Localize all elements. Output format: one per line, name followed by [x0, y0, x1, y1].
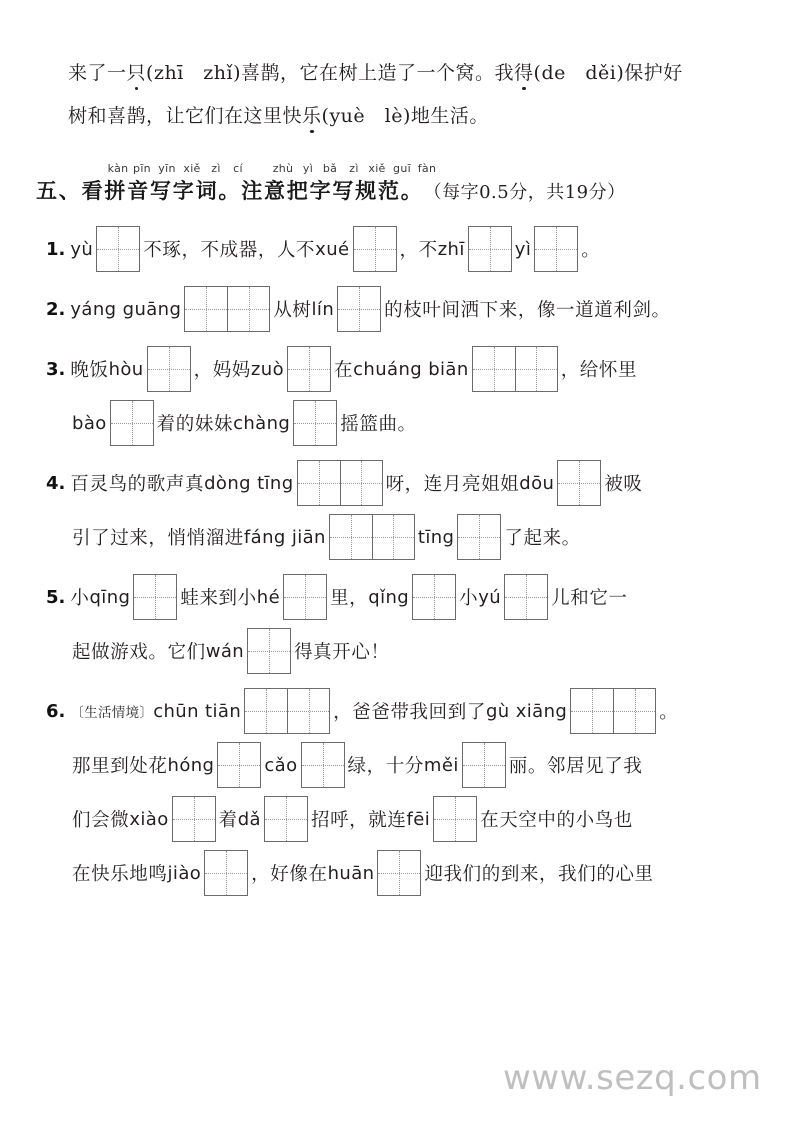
- character-answer-cell[interactable]: [218, 743, 260, 787]
- question-chinese-text: 着的妹妹: [156, 414, 234, 435]
- character-answer-cell[interactable]: [340, 461, 382, 505]
- question-chinese-text: 。: [659, 702, 679, 723]
- question-chinese-text: 迎我们的到来，我们的心里: [424, 864, 654, 885]
- character-answer-cell[interactable]: [613, 689, 655, 733]
- character-answer-cell[interactable]: [571, 689, 613, 733]
- question-pinyin-prompt: hòu: [108, 358, 144, 380]
- section-number: 五、: [36, 178, 82, 203]
- answer-box-group[interactable]: [504, 574, 548, 620]
- answer-box-group[interactable]: [457, 514, 501, 560]
- answer-box-group[interactable]: [96, 226, 140, 272]
- question-pinyin-prompt: fēi: [406, 808, 431, 830]
- character-answer-cell[interactable]: [245, 689, 287, 733]
- question-pinyin-prompt: tīng: [417, 526, 455, 548]
- question-pinyin-prompt: chūn tiān: [153, 700, 242, 722]
- question-line: [46, 570, 766, 624]
- question-pinyin-prompt: huān: [327, 862, 375, 884]
- character-answer-cell[interactable]: [284, 575, 326, 619]
- character-answer-cell[interactable]: [205, 851, 247, 895]
- character-answer-cell[interactable]: [97, 227, 139, 271]
- question-pinyin-prompt: zhī: [437, 238, 465, 260]
- question-chinese-text: 在: [334, 360, 354, 381]
- character-answer-cell[interactable]: [515, 347, 557, 391]
- question-pinyin-prompt: gù xiāng: [485, 700, 568, 722]
- question-chinese-text: 们会微: [72, 810, 130, 831]
- reading-passage: [68, 57, 740, 143]
- section-pinyin-syllable: xiě: [368, 162, 386, 175]
- character-answer-cell[interactable]: [469, 227, 511, 271]
- question-item: [46, 570, 766, 678]
- question-pinyin-prompt: bào: [72, 412, 107, 434]
- question-item: [46, 282, 766, 336]
- question-chinese-text: 在快乐地鸣: [72, 864, 168, 885]
- question-chinese-text: 被吸: [604, 474, 643, 495]
- section-pinyin-syllable: fàn: [417, 162, 437, 175]
- question-line: [46, 510, 766, 564]
- character-answer-cell[interactable]: [265, 797, 307, 841]
- question-item: [46, 222, 766, 276]
- question-chinese-text: 。: [581, 240, 601, 261]
- question-line: [46, 396, 766, 450]
- question-line: [46, 282, 766, 336]
- character-answer-cell[interactable]: [338, 287, 380, 331]
- passage-text: (yuè lè)地生活。: [321, 105, 489, 127]
- section-heading: [36, 160, 766, 205]
- section-pinyin-syllable: yīn: [158, 162, 176, 175]
- character-answer-cell[interactable]: [294, 401, 336, 445]
- question-pinyin-prompt: měi: [423, 754, 459, 776]
- section-pinyin-syllable: xiě: [183, 162, 201, 175]
- section-pinyin-syllable: guī: [393, 162, 411, 175]
- answer-box-group[interactable]: [133, 574, 177, 620]
- answer-box-group[interactable]: [297, 460, 383, 506]
- question-chinese-text: ，爸爸带我回到了: [333, 702, 486, 723]
- question-pinyin-prompt: yú: [478, 586, 502, 608]
- question-item: [46, 342, 766, 450]
- question-number: 1.: [46, 238, 66, 260]
- question-chinese-text: 得真开心！: [294, 642, 390, 663]
- question-pinyin-prompt: chuáng biān: [353, 358, 469, 380]
- passage-line: [68, 100, 740, 126]
- question-chinese-text: 蛙来到小: [180, 588, 257, 609]
- question-chinese-text: ，给怀里: [560, 360, 638, 381]
- answer-box-group[interactable]: [204, 850, 248, 896]
- emphasis-dotted-character: 乐: [302, 105, 322, 127]
- question-chinese-text: ，好像在: [251, 864, 328, 885]
- question-pinyin-prompt: zuò: [250, 358, 284, 380]
- character-answer-cell[interactable]: [463, 743, 505, 787]
- question-line: [46, 792, 766, 846]
- question-chinese-text: 百灵鸟的歌声真: [70, 474, 205, 495]
- answer-box-group[interactable]: [337, 286, 381, 332]
- question-pinyin-prompt: xiào: [129, 808, 169, 830]
- answer-box-group[interactable]: [433, 796, 477, 842]
- question-chinese-text: 招呼，就连: [310, 810, 407, 831]
- section-pinyin-syllable: zhù: [272, 162, 294, 175]
- question-chinese-text: 在天空中的小鸟也: [480, 810, 633, 831]
- character-answer-cell[interactable]: [535, 227, 577, 271]
- question-number: 2.: [46, 298, 66, 320]
- answer-box-group[interactable]: [329, 514, 415, 560]
- question-pinyin-prompt: yì: [514, 238, 532, 260]
- answer-box-group[interactable]: [184, 286, 270, 332]
- character-answer-cell[interactable]: [248, 629, 290, 673]
- question-pinyin-prompt: yáng guāng: [70, 298, 182, 320]
- answer-box-group[interactable]: [412, 574, 456, 620]
- character-answer-cell[interactable]: [434, 797, 476, 841]
- question-line: [46, 846, 766, 900]
- character-answer-cell[interactable]: [173, 797, 215, 841]
- question-chinese-text: 不琢，不成器，人不: [143, 240, 316, 261]
- question-pinyin-prompt: hé: [256, 586, 281, 608]
- question-pinyin-prompt: dōu: [519, 472, 555, 494]
- question-list: [46, 222, 766, 906]
- answer-box-group[interactable]: [462, 742, 506, 788]
- emphasis-dotted-character: 只: [126, 62, 147, 84]
- question-pinyin-prompt: hóng: [167, 754, 215, 776]
- question-chinese-text: 引了过来，悄悄溜进: [72, 528, 244, 549]
- section-score: （每字0.5分，共19分）: [423, 182, 626, 203]
- question-line: [46, 342, 766, 396]
- question-pinyin-prompt: dòng tīng: [204, 472, 294, 494]
- question-number: 5.: [46, 586, 66, 608]
- answer-box-group[interactable]: [172, 796, 216, 842]
- question-pinyin-prompt: xué: [315, 238, 350, 260]
- section-pinyin-syllable: yì: [302, 162, 314, 175]
- passage-text: (de děi)保护好: [533, 62, 683, 84]
- question-chinese-text: 起做游戏。它们: [72, 642, 206, 663]
- question-chinese-text: 绿，十分: [347, 756, 424, 777]
- character-answer-cell[interactable]: [227, 287, 269, 331]
- question-item: [46, 684, 766, 900]
- question-chinese-text: 的枝叶间洒下来，像一道道利剑。: [384, 300, 671, 321]
- section-pinyin-syllable: cí: [233, 162, 243, 175]
- question-chinese-text: 儿和它一: [551, 588, 628, 609]
- question-pinyin-prompt: fáng jiān: [243, 526, 326, 548]
- answer-box-group[interactable]: [377, 850, 421, 896]
- answer-box-group[interactable]: [287, 346, 331, 392]
- question-pinyin-prompt: cǎo: [264, 754, 298, 776]
- question-line: [46, 456, 766, 510]
- answer-box-group[interactable]: [244, 688, 330, 734]
- section-pinyin-syllable: zì: [349, 162, 359, 175]
- question-number: 3.: [46, 358, 66, 380]
- character-answer-cell[interactable]: [558, 461, 600, 505]
- character-answer-cell[interactable]: [372, 515, 414, 559]
- answer-box-group[interactable]: [472, 346, 558, 392]
- question-pinyin-prompt: jiào: [167, 862, 202, 884]
- question-line: [46, 222, 766, 276]
- question-chinese-text: 小: [459, 588, 479, 609]
- passage-line: [68, 57, 740, 83]
- answer-box-group[interactable]: [534, 226, 578, 272]
- passage-text: (zhī zhǐ)喜鹊，它在树上造了一个窝。我: [146, 62, 515, 84]
- character-answer-cell[interactable]: [185, 287, 227, 331]
- section-pinyin-annotations: [36, 160, 766, 175]
- question-pinyin-prompt: wán: [205, 640, 245, 662]
- section-title-text: 看拼音写字词。注意把字写规范。: [81, 178, 424, 203]
- section-pinyin-syllable: bǎ: [322, 162, 338, 175]
- character-answer-cell[interactable]: [148, 347, 190, 391]
- question-line: [46, 624, 766, 678]
- answer-box-group[interactable]: [147, 346, 191, 392]
- question-chinese-text: 从树: [273, 300, 312, 321]
- character-answer-cell[interactable]: [505, 575, 547, 619]
- answer-box-group[interactable]: [110, 400, 154, 446]
- question-chinese-text: 小: [70, 588, 90, 609]
- passage-text: 来了一: [68, 62, 127, 84]
- site-watermark: www.sezq.com: [503, 1058, 762, 1098]
- answer-box-group[interactable]: [353, 226, 397, 272]
- question-pinyin-prompt: qǐng: [368, 586, 410, 608]
- answer-box-group[interactable]: [468, 226, 512, 272]
- question-pinyin-prompt: dǎ: [237, 808, 261, 830]
- section-pinyin-syllable: kàn: [107, 162, 129, 175]
- question-pinyin-prompt: qīng: [89, 586, 131, 608]
- question-context-tag: 〔生活情境〕: [70, 705, 154, 721]
- section-title-row: [36, 175, 766, 205]
- question-number: 6.: [46, 700, 66, 722]
- section-pinyin-syllable: pīn: [133, 162, 151, 175]
- question-chinese-text: 晚饭: [70, 360, 109, 381]
- character-answer-cell[interactable]: [330, 515, 372, 559]
- question-chinese-text: 呀，连月亮姐姐: [385, 474, 520, 495]
- answer-box-group[interactable]: [293, 400, 337, 446]
- answer-box-group[interactable]: [283, 574, 327, 620]
- answer-box-group[interactable]: [557, 460, 601, 506]
- question-chinese-text: ，妈妈: [193, 360, 251, 381]
- character-answer-cell[interactable]: [287, 689, 329, 733]
- question-pinyin-prompt: lín: [311, 298, 335, 320]
- question-chinese-text: 丽。邻居见了我: [508, 756, 643, 777]
- character-answer-cell[interactable]: [111, 401, 153, 445]
- answer-box-group[interactable]: [570, 688, 656, 734]
- emphasis-dotted-character: 得: [514, 62, 534, 84]
- character-answer-cell[interactable]: [413, 575, 455, 619]
- character-answer-cell[interactable]: [302, 743, 344, 787]
- question-line: [46, 738, 766, 792]
- character-answer-cell[interactable]: [458, 515, 500, 559]
- answer-box-group[interactable]: [301, 742, 345, 788]
- character-answer-cell[interactable]: [288, 347, 330, 391]
- question-chinese-text: ，不: [399, 240, 438, 261]
- character-answer-cell[interactable]: [473, 347, 515, 391]
- question-pinyin-prompt: chàng: [233, 412, 291, 434]
- character-answer-cell[interactable]: [354, 227, 396, 271]
- character-answer-cell[interactable]: [378, 851, 420, 895]
- question-number: 4.: [46, 472, 66, 494]
- answer-box-group[interactable]: [264, 796, 308, 842]
- question-chinese-text: 着: [218, 810, 238, 831]
- answer-box-group[interactable]: [247, 628, 291, 674]
- section-pinyin-syllable: zì: [211, 162, 221, 175]
- question-chinese-text: 里，: [330, 588, 369, 609]
- question-chinese-text: 那里到处花: [72, 756, 168, 777]
- answer-box-group[interactable]: [217, 742, 261, 788]
- character-answer-cell[interactable]: [298, 461, 340, 505]
- question-line: [46, 684, 766, 738]
- question-chinese-text: 了起来。: [504, 528, 581, 549]
- question-pinyin-prompt: yù: [70, 238, 94, 260]
- passage-text: 树和喜鹊，让它们在这里快: [68, 105, 303, 127]
- question-item: [46, 456, 766, 564]
- question-chinese-text: 摇篮曲。: [340, 414, 417, 435]
- character-answer-cell[interactable]: [134, 575, 176, 619]
